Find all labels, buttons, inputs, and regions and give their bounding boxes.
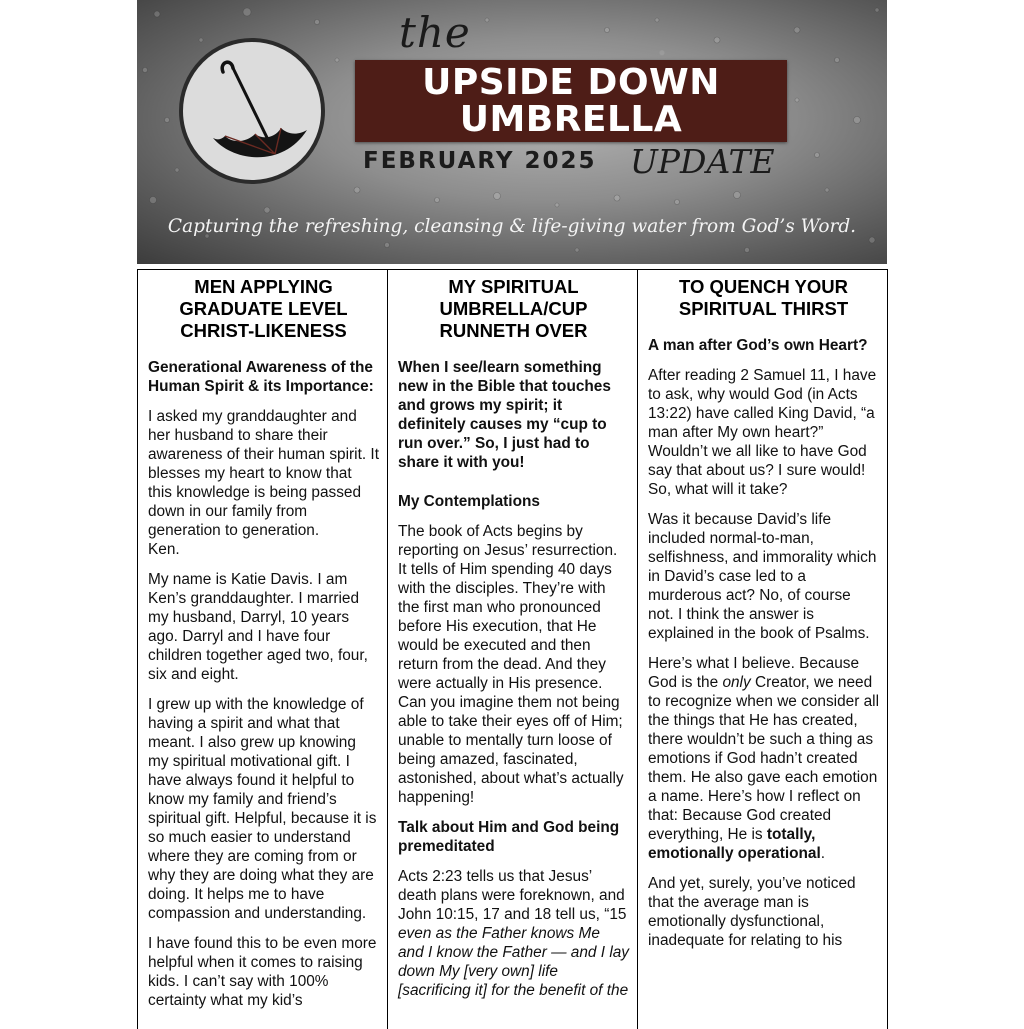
column-intro: When I see/learn something new in the Bible that touches and grows my spirit; it definitely causes my “cup to run over.” So, I just had to share it with you!	[398, 359, 611, 471]
column-title: TO QUENCH YOUR SPIRITUAL THIRST	[678, 276, 849, 319]
tagline: Capturing the refreshing, cleansing & life-giving water from God’s Word.	[167, 216, 857, 237]
paragraph-text: .	[820, 845, 826, 862]
masthead-title-box	[355, 60, 787, 142]
column-title: MEN APPLYING GRADUATE LEVEL CHRIST-LIKENESS	[179, 276, 348, 341]
column-spiritual-umbrella	[388, 269, 638, 1029]
column-subhead: A man after God’s own Heart?	[648, 337, 868, 354]
paragraph: After reading 2 Samuel 11, I have to ask, why would God (in Acts 13:22) have called King David, “a man after My own heart?” Wouldn’t we all like to have God say that about us? I sure would! So, what will it take?	[648, 367, 877, 498]
column-men-applying	[138, 269, 388, 1029]
emphasis-bold: totally, emotionally operational	[648, 826, 821, 862]
article-columns	[137, 269, 888, 1029]
column-subhead: My Contemplations	[398, 493, 540, 510]
paragraph: I have found this to be even more helpful when it comes to raising kids. I can’t say with 100% certainty what my kid’s	[148, 935, 377, 1009]
masthead-title-line2: UMBRELLA	[459, 99, 683, 140]
paragraph	[648, 654, 879, 863]
update-word: UPDATE	[630, 142, 775, 181]
paragraph-text: Acts 2:23 tells us that Jesus’ death plans were foreknown, and John 10:15, 17 and 18 tell us, “15	[398, 868, 627, 923]
paragraph-text: I asked my granddaughter and her husband to share their awareness of their human spirit. It blesses my heart to know that this knowledge is being passed down in our family from generation to generation.	[148, 408, 379, 539]
paragraph: And yet, surely, you’ve noticed that the average man is emotionally dysfunctional, inadequate for relating to his	[648, 875, 856, 949]
emphasis-only: only	[722, 674, 751, 691]
column-subhead: Generational Awareness of the Human Spirit & its Importance:	[148, 359, 374, 395]
column-subhead: Talk about Him and God being premeditated	[398, 819, 620, 855]
masthead-title-line1: UPSIDE DOWN	[422, 62, 720, 103]
issue-date: FEBRUARY 2025	[363, 148, 597, 174]
paragraph	[398, 867, 629, 1000]
masthead-the: the	[399, 8, 471, 57]
paragraph-text: Creator, we need to recognize when we consider all the things that He has created, there wouldn’t be such a thing as emotions if God hadn’t created them. He also gave each emotion a name. Here’s how I reflect on that: Because God created everything, He is	[648, 674, 879, 843]
paragraph-signature: Ken.	[148, 541, 180, 558]
paragraph-text: Here’s what I believe. Because God is the	[648, 655, 860, 691]
paragraph	[148, 407, 379, 540]
newsletter-page	[137, 0, 887, 1024]
upside-down-umbrella-icon	[179, 38, 325, 184]
scripture-quote: even as the Father knows Me and I know the Father — and I lay down My [very own] life [sacrificing it] for the benefit of the	[398, 925, 629, 999]
paragraph: The book of Acts begins by reporting on Jesus’ resurrection. It tells of Him spending 40 days with the disciples. They’re with the first man who pronounced before His execution, that He would be executed and then return from the dead. And they were actually in His presence. Can you imagine them not being able to take their eyes off of Him; unable to mentally turn loose of being amazed, fascinated, astonished, about what’s actually happening!	[398, 523, 624, 806]
paragraph: I grew up with the knowledge of having a spirit and what that meant. I also grew up knowing my spiritual motivational gift. I have always found it helpful to know my family and friend’s spiritual gift. Helpful, because it is so much easier to understand where they are coming from or why they are doing what they are doing. It helps me to have compassion and understanding.	[148, 696, 377, 922]
column-title: MY SPIRITUAL UMBRELLA/CUP RUNNETH OVER	[439, 276, 588, 341]
paragraph: Was it because David’s life included normal-to-man, selfishness, and immorality which in David’s case led to a murderous act? No, of course not. I think the answer is explained in the book of Psalms.	[648, 511, 877, 642]
column-quench-thirst	[638, 269, 888, 1029]
header-banner	[137, 0, 887, 264]
paragraph: My name is Katie Davis. I am Ken’s granddaughter. I married my husband, Darryl, 10 years ago. Darryl and I have four children together aged two, four, six and eight.	[148, 571, 368, 683]
